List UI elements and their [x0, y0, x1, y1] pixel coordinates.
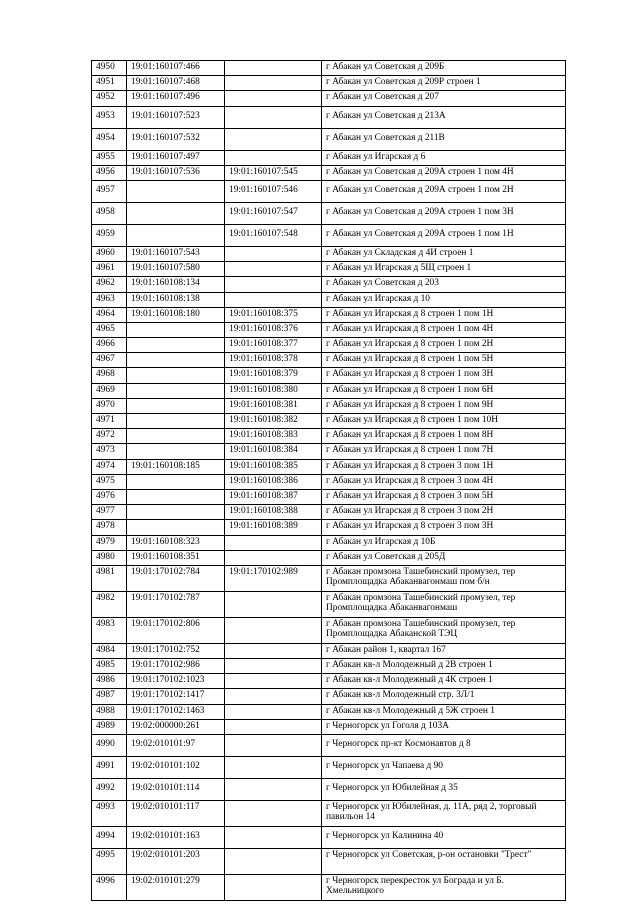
row-number-cell: 4974 [92, 459, 127, 474]
table-row [92, 150, 566, 165]
object-cadastral-number-cell [225, 591, 322, 617]
land-cadastral-number-cell [127, 368, 225, 383]
row-number-cell: 4994 [92, 827, 127, 849]
row-number-cell: 4975 [92, 474, 127, 489]
object-cadastral-number-cell: 19:01:160108:384 [225, 444, 322, 459]
row-number-cell: 4989 [92, 719, 127, 734]
row-number-cell: 4992 [92, 779, 127, 801]
object-cadastral-number-cell [225, 535, 322, 550]
table-row [92, 368, 566, 383]
land-cadastral-number-cell: 19:01:170102:1463 [127, 704, 225, 719]
address-cell: г Абакан ул Советская д 205Д [322, 550, 566, 565]
land-cadastral-number-cell: 19:02:010101:163 [127, 827, 225, 849]
address-cell: г Абакан промзона Ташебинский промузел, тер Промплощадка Абаканской ТЭЦ [322, 617, 566, 643]
object-cadastral-number-cell: 19:01:160107:546 [225, 180, 322, 202]
land-cadastral-number-cell: 19:01:170102:1417 [127, 689, 225, 704]
address-cell: г Абакан ул Игарская д 8 строен 1 пом 10Н [322, 414, 566, 429]
row-number-cell: 4995 [92, 849, 127, 875]
land-cadastral-number-cell: 19:01:160108:323 [127, 535, 225, 550]
object-cadastral-number-cell: 19:01:160108:377 [225, 338, 322, 353]
address-cell: г Абакан промзона Ташебинский промузел, тер Промплощадка Абаканвагонмаш [322, 591, 566, 617]
row-number-cell: 4954 [92, 128, 127, 150]
object-cadastral-number-cell [225, 106, 322, 128]
land-cadastral-number-cell [127, 322, 225, 337]
land-cadastral-number-cell: 19:01:160107:543 [127, 246, 225, 261]
table-row [92, 659, 566, 674]
land-cadastral-number-cell: 19:01:160107:532 [127, 128, 225, 150]
address-cell: г Абакан ул Складская д 4И строен 1 [322, 246, 566, 261]
address-cell: г Абакан ул Игарская д 8 строен 3 пом 1Н [322, 459, 566, 474]
object-cadastral-number-cell: 19:01:160108:381 [225, 398, 322, 413]
row-number-cell: 4990 [92, 735, 127, 757]
table-row [92, 398, 566, 413]
address-cell: г Абакан ул Игарская д 8 строен 3 пом 3Н [322, 520, 566, 535]
address-cell: г Черногорск ул Советская, р-он остановки "Трест" [322, 849, 566, 875]
object-cadastral-number-cell [225, 689, 322, 704]
table-row [92, 535, 566, 550]
row-number-cell: 4973 [92, 444, 127, 459]
row-number-cell: 4981 [92, 565, 127, 591]
row-number-cell: 4959 [92, 224, 127, 246]
address-cell: г Абакан промзона Ташебинский промузел, тер Промплощадка Абаканвагонмаш пом б/н [322, 565, 566, 591]
object-cadastral-number-cell [225, 704, 322, 719]
land-cadastral-number-cell [127, 353, 225, 368]
object-cadastral-number-cell [225, 292, 322, 307]
address-cell: г Абакан ул Игарская д 8 строен 1 пом 9Н [322, 398, 566, 413]
row-number-cell: 4984 [92, 643, 127, 658]
row-number-cell: 4955 [92, 150, 127, 165]
table-row [92, 202, 566, 224]
row-number-cell: 4983 [92, 617, 127, 643]
table-row [92, 76, 566, 91]
address-cell: г Абакан ул Игарская д 5Щ строен 1 [322, 262, 566, 277]
row-number-cell: 4951 [92, 76, 127, 91]
row-number-cell: 4965 [92, 322, 127, 337]
table-row [92, 414, 566, 429]
row-number-cell: 4979 [92, 535, 127, 550]
address-cell: г Абакан ул Игарская д 10Б [322, 535, 566, 550]
object-cadastral-number-cell: 19:01:160108:379 [225, 368, 322, 383]
land-cadastral-number-cell [127, 398, 225, 413]
land-cadastral-number-cell [127, 489, 225, 504]
table-row [92, 849, 566, 875]
table-row [92, 779, 566, 801]
row-number-cell: 4969 [92, 383, 127, 398]
land-cadastral-number-cell: 19:01:160108:180 [127, 307, 225, 322]
land-cadastral-number-cell: 19:01:160108:185 [127, 459, 225, 474]
address-cell: г Абакан кв-л Молодежный стр. 3Л/1 [322, 689, 566, 704]
land-cadastral-number-cell: 19:01:170102:752 [127, 643, 225, 658]
row-number-cell: 4953 [92, 106, 127, 128]
table-row [92, 353, 566, 368]
object-cadastral-number-cell: 19:01:160108:387 [225, 489, 322, 504]
object-cadastral-number-cell [225, 827, 322, 849]
table-row [92, 565, 566, 591]
row-number-cell: 4966 [92, 338, 127, 353]
address-cell: г Абакан ул Советская д 209Р строен 1 [322, 76, 566, 91]
address-cell: г Абакан ул Игарская д 8 строен 1 пом 8Н [322, 429, 566, 444]
object-cadastral-number-cell [225, 674, 322, 689]
row-number-cell: 4980 [92, 550, 127, 565]
registry-table-body [92, 61, 566, 901]
row-number-cell: 4964 [92, 307, 127, 322]
object-cadastral-number-cell [225, 849, 322, 875]
row-number-cell: 4985 [92, 659, 127, 674]
land-cadastral-number-cell: 19:02:010101:97 [127, 735, 225, 757]
land-cadastral-number-cell: 19:02:010101:203 [127, 849, 225, 875]
address-cell: г Абакан ул Игарская д 8 строен 1 пом 1Н [322, 307, 566, 322]
land-cadastral-number-cell [127, 414, 225, 429]
row-number-cell: 4950 [92, 61, 127, 76]
land-cadastral-number-cell: 19:02:010101:102 [127, 757, 225, 779]
address-cell: г Абакан ул Советская д 209А строен 1 пом 3Н [322, 202, 566, 224]
table-row [92, 827, 566, 849]
object-cadastral-number-cell: 19:01:160108:378 [225, 353, 322, 368]
land-cadastral-number-cell: 19:01:170102:986 [127, 659, 225, 674]
table-row [92, 757, 566, 779]
object-cadastral-number-cell [225, 246, 322, 261]
land-cadastral-number-cell [127, 180, 225, 202]
address-cell: г Абакан кв-л Молодежный д 5Ж строен 1 [322, 704, 566, 719]
address-cell: г Абакан ул Игарская д 8 строен 3 пом 2Н [322, 505, 566, 520]
land-cadastral-number-cell [127, 224, 225, 246]
table-row [92, 591, 566, 617]
land-cadastral-number-cell: 19:01:160108:351 [127, 550, 225, 565]
row-number-cell: 4963 [92, 292, 127, 307]
address-cell: г Черногорск ул Юбилейная, д. 11А, ряд 2, торговый павильон 14 [322, 801, 566, 827]
address-cell: г Абакан ул Игарская д 8 строен 1 пом 5Н [322, 353, 566, 368]
address-cell: г Абакан ул Игарская д 8 строен 1 пом 7Н [322, 444, 566, 459]
table-row [92, 180, 566, 202]
object-cadastral-number-cell: 19:01:160108:376 [225, 322, 322, 337]
table-row [92, 704, 566, 719]
row-number-cell: 4993 [92, 801, 127, 827]
object-cadastral-number-cell [225, 659, 322, 674]
land-cadastral-number-cell [127, 429, 225, 444]
row-number-cell: 4960 [92, 246, 127, 261]
object-cadastral-number-cell: 19:01:160107:547 [225, 202, 322, 224]
row-number-cell: 4958 [92, 202, 127, 224]
land-cadastral-number-cell: 19:01:160108:138 [127, 292, 225, 307]
address-cell: г Черногорск ул Калинина 40 [322, 827, 566, 849]
address-cell: г Черногорск ул Юбилейная д 35 [322, 779, 566, 801]
object-cadastral-number-cell: 19:01:170102:989 [225, 565, 322, 591]
object-cadastral-number-cell: 19:01:160108:382 [225, 414, 322, 429]
address-cell: г Абакан ул Советская д 209А строен 1 пом 4Н [322, 165, 566, 180]
address-cell: г Абакан ул Игарская д 6 [322, 150, 566, 165]
address-cell: г Черногорск ул Чапаева д 90 [322, 757, 566, 779]
land-cadastral-number-cell: 19:01:170102:1023 [127, 674, 225, 689]
row-number-cell: 4971 [92, 414, 127, 429]
object-cadastral-number-cell: 19:01:160108:383 [225, 429, 322, 444]
table-row [92, 106, 566, 128]
land-cadastral-number-cell [127, 202, 225, 224]
table-row [92, 689, 566, 704]
land-cadastral-number-cell [127, 383, 225, 398]
land-cadastral-number-cell: 19:01:160107:523 [127, 106, 225, 128]
land-cadastral-number-cell: 19:02:010101:117 [127, 801, 225, 827]
object-cadastral-number-cell: 19:01:160108:389 [225, 520, 322, 535]
object-cadastral-number-cell [225, 128, 322, 150]
address-cell: г Черногорск перекресток ул Бограда и ул Б. Хмельницкого [322, 875, 566, 901]
table-row [92, 735, 566, 757]
row-number-cell: 4967 [92, 353, 127, 368]
row-number-cell: 4972 [92, 429, 127, 444]
address-cell: г Черногорск пр-кт Космонавтов д 8 [322, 735, 566, 757]
address-cell: г Абакан ул Игарская д 8 строен 1 пом 6Н [322, 383, 566, 398]
row-number-cell: 4988 [92, 704, 127, 719]
registry-table [91, 60, 566, 901]
object-cadastral-number-cell: 19:01:160107:548 [225, 224, 322, 246]
address-cell: г Абакан ул Игарская д 8 строен 1 пом 4Н [322, 322, 566, 337]
table-row [92, 383, 566, 398]
table-row [92, 246, 566, 261]
table-row [92, 801, 566, 827]
row-number-cell: 4976 [92, 489, 127, 504]
land-cadastral-number-cell: 19:02:010101:279 [127, 875, 225, 901]
row-number-cell: 4961 [92, 262, 127, 277]
land-cadastral-number-cell: 19:01:170102:784 [127, 565, 225, 591]
land-cadastral-number-cell: 19:01:160107:496 [127, 91, 225, 106]
object-cadastral-number-cell [225, 735, 322, 757]
table-row [92, 338, 566, 353]
land-cadastral-number-cell: 19:01:170102:787 [127, 591, 225, 617]
address-cell: г Абакан ул Советская д 209А строен 1 пом 2Н [322, 180, 566, 202]
address-cell: г Абакан ул Советская д 209А строен 1 пом 1Н [322, 224, 566, 246]
table-row [92, 322, 566, 337]
table-row [92, 474, 566, 489]
address-cell: г Абакан ул Игарская д 8 строен 1 пом 3Н [322, 368, 566, 383]
address-cell: г Абакан кв-л Молодежный д 2В строен 1 [322, 659, 566, 674]
table-row [92, 719, 566, 734]
row-number-cell: 4957 [92, 180, 127, 202]
table-row [92, 489, 566, 504]
table-row [92, 91, 566, 106]
row-number-cell: 4968 [92, 368, 127, 383]
table-row [92, 128, 566, 150]
land-cadastral-number-cell: 19:01:160107:497 [127, 150, 225, 165]
object-cadastral-number-cell [225, 719, 322, 734]
address-cell: г Абакан ул Советская д 207 [322, 91, 566, 106]
address-cell: г Абакан ул Игарская д 8 строен 3 пом 5Н [322, 489, 566, 504]
object-cadastral-number-cell [225, 801, 322, 827]
table-row [92, 674, 566, 689]
table-row [92, 262, 566, 277]
address-cell: г Абакан ул Советская д 213А [322, 106, 566, 128]
object-cadastral-number-cell [225, 150, 322, 165]
row-number-cell: 4991 [92, 757, 127, 779]
address-cell: г Абакан ул Советская д 211В [322, 128, 566, 150]
object-cadastral-number-cell [225, 262, 322, 277]
address-cell: г Абакан кв-л Молодежный д 4К строен 1 [322, 674, 566, 689]
row-number-cell: 4977 [92, 505, 127, 520]
table-row [92, 459, 566, 474]
land-cadastral-number-cell [127, 474, 225, 489]
land-cadastral-number-cell [127, 505, 225, 520]
address-cell: г Абакан ул Игарская д 10 [322, 292, 566, 307]
table-row [92, 643, 566, 658]
object-cadastral-number-cell: 19:01:160107:545 [225, 165, 322, 180]
row-number-cell: 4986 [92, 674, 127, 689]
table-row [92, 307, 566, 322]
row-number-cell: 4978 [92, 520, 127, 535]
land-cadastral-number-cell: 19:02:010101:114 [127, 779, 225, 801]
table-row [92, 292, 566, 307]
land-cadastral-number-cell: 19:02:000000:261 [127, 719, 225, 734]
object-cadastral-number-cell: 19:01:160108:375 [225, 307, 322, 322]
land-cadastral-number-cell [127, 520, 225, 535]
land-cadastral-number-cell [127, 338, 225, 353]
row-number-cell: 4970 [92, 398, 127, 413]
table-row [92, 429, 566, 444]
object-cadastral-number-cell [225, 550, 322, 565]
land-cadastral-number-cell: 19:01:160107:536 [127, 165, 225, 180]
object-cadastral-number-cell [225, 875, 322, 901]
object-cadastral-number-cell [225, 643, 322, 658]
table-row [92, 224, 566, 246]
row-number-cell: 4982 [92, 591, 127, 617]
row-number-cell: 4952 [92, 91, 127, 106]
land-cadastral-number-cell: 19:01:160107:468 [127, 76, 225, 91]
address-cell: г Абакан ул Советская д 209Б [322, 61, 566, 76]
row-number-cell: 4962 [92, 277, 127, 292]
address-cell: г Абакан ул Игарская д 8 строен 1 пом 2Н [322, 338, 566, 353]
object-cadastral-number-cell [225, 779, 322, 801]
land-cadastral-number-cell: 19:01:160108:134 [127, 277, 225, 292]
land-cadastral-number-cell: 19:01:170102:806 [127, 617, 225, 643]
object-cadastral-number-cell [225, 757, 322, 779]
table-row [92, 520, 566, 535]
table-row [92, 505, 566, 520]
table-row [92, 61, 566, 76]
table-row [92, 165, 566, 180]
address-cell: г Черногорск ул Гоголя д 103А [322, 719, 566, 734]
row-number-cell: 4996 [92, 875, 127, 901]
address-cell: г Абакан ул Игарская д 8 строен 3 пом 4Н [322, 474, 566, 489]
address-cell: г Абакан район 1, квартал 167 [322, 643, 566, 658]
table-row [92, 550, 566, 565]
object-cadastral-number-cell: 19:01:160108:385 [225, 459, 322, 474]
object-cadastral-number-cell [225, 76, 322, 91]
table-row [92, 277, 566, 292]
row-number-cell: 4987 [92, 689, 127, 704]
object-cadastral-number-cell [225, 61, 322, 76]
object-cadastral-number-cell [225, 91, 322, 106]
object-cadastral-number-cell: 19:01:160108:386 [225, 474, 322, 489]
land-cadastral-number-cell: 19:01:160107:580 [127, 262, 225, 277]
row-number-cell: 4956 [92, 165, 127, 180]
object-cadastral-number-cell [225, 617, 322, 643]
object-cadastral-number-cell: 19:01:160108:380 [225, 383, 322, 398]
object-cadastral-number-cell: 19:01:160108:388 [225, 505, 322, 520]
table-row [92, 617, 566, 643]
land-cadastral-number-cell [127, 444, 225, 459]
address-cell: г Абакан ул Советская д 203 [322, 277, 566, 292]
object-cadastral-number-cell [225, 277, 322, 292]
table-row [92, 875, 566, 901]
table-row [92, 444, 566, 459]
land-cadastral-number-cell: 19:01:160107:466 [127, 61, 225, 76]
